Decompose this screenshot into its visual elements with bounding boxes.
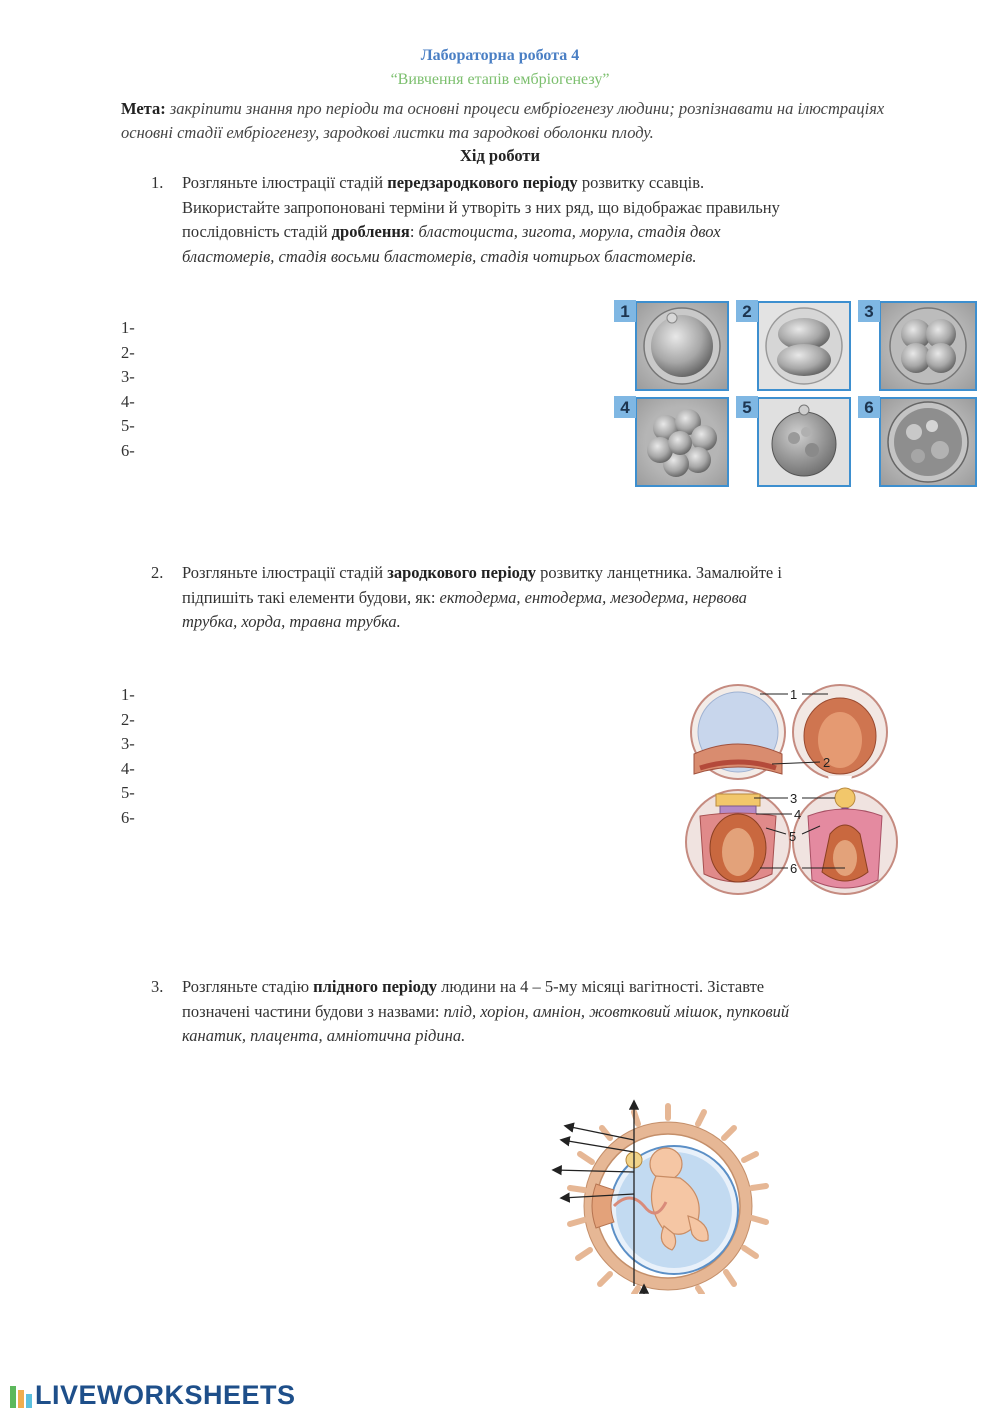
four-cell-panel	[858, 300, 976, 390]
task-3-period: плідного періоду	[313, 977, 438, 996]
lancelet-label-1: 1	[790, 687, 798, 702]
task-3-number: 3.	[151, 977, 164, 996]
task-1-answer-6[interactable]: 6-	[121, 440, 135, 460]
task-2-terms-b: трубка, хорда, травна трубка.	[182, 612, 401, 631]
task-3-terms-a: плід, хоріон, амніон, жовтковий мішок, пупковий	[443, 1001, 790, 1021]
eight-cell-panel	[614, 396, 728, 486]
task-1-answer-3[interactable]: 3-	[121, 367, 135, 387]
task-1-answer-4[interactable]: 4-	[121, 391, 135, 411]
task-2-answer-list	[121, 683, 135, 831]
task-1-number: 1.	[151, 173, 164, 192]
task-2-line1a: Розгляньте ілюстрації стадій	[182, 563, 388, 582]
logo-text: LIVEWORKSHEETS	[35, 1380, 296, 1410]
fetus-membranes-image	[548, 1094, 778, 1294]
image-label-2: 2	[742, 302, 752, 321]
task-2-answer-5[interactable]: 5-	[121, 783, 135, 803]
task-3	[151, 975, 891, 1051]
task-1-terms-b: бластомерів, стадія восьми бластомерів, стадія чотирьох бластомерів.	[182, 246, 697, 266]
task-1-line3a: послідовність стадій	[182, 222, 332, 241]
task-1-line1c: розвитку ссавців.	[577, 173, 705, 192]
task-3-terms-b: канатик, плацента, амніотична рідина.	[182, 1026, 466, 1045]
lancelet-label-2: 2	[823, 755, 831, 770]
neurula-late	[793, 788, 897, 894]
task-1-line1a: Розгляньте ілюстрації стадій	[182, 173, 388, 192]
goal-label: Мета:	[121, 99, 166, 118]
task-2-text	[182, 561, 782, 635]
task-1-terms-a: бластоциста, зигота, морула, стадія двох	[418, 222, 721, 241]
task-2-line2a: підпишіть такі елементи будови, як:	[182, 587, 440, 607]
task-3-text	[182, 975, 789, 1049]
lancelet-label-3: 3	[790, 791, 798, 806]
task-3-line2a: позначені частини будови з назвами:	[182, 1001, 444, 1021]
task-2-answer-6[interactable]: 6-	[121, 807, 135, 827]
task-2-answer-2[interactable]: 2-	[121, 709, 135, 729]
goal-text: закріпити знання про періоди та основні процеси ембріогенезу людини; розпізнавати на ілюстраціях основні стадії ембріогенезу, зародкові листки та зародкові оболонки плоду.	[121, 99, 885, 142]
lancelet-stages-image	[680, 684, 904, 906]
image-label-6: 6	[864, 398, 874, 417]
progress-heading: Хід роботи	[459, 146, 541, 165]
image-label-1: 1	[620, 302, 630, 321]
image-label-4: 4	[620, 398, 630, 417]
lancelet-label-5: 5	[789, 829, 797, 844]
task-3-line1c: людини на 4 – 5-му місяці вагітності. Зіставте	[437, 977, 765, 996]
lancelet-label-6: 6	[790, 861, 798, 876]
cleavage-stages-image	[614, 300, 978, 490]
task-2-terms-a: ектодерма, ентодерма, мезодерма, нервова	[439, 587, 747, 607]
zygote-panel	[614, 300, 728, 390]
task-3-line1a: Розгляньте стадію	[182, 977, 314, 996]
task-1-answer-list	[121, 316, 135, 464]
task-1-answer-5[interactable]: 5-	[121, 416, 135, 436]
two-cell-panel	[736, 300, 850, 390]
logo-icon	[10, 1386, 32, 1408]
task-1-line2: Використайте запропоновані терміни й утворіть з них ряд, що відображає правильну	[182, 197, 780, 217]
image-label-3: 3	[864, 302, 874, 321]
goal-paragraph	[121, 97, 891, 145]
task-2-period: зародкового періоду	[387, 563, 537, 582]
task-1-text	[182, 171, 780, 269]
gastrula-early	[691, 685, 785, 779]
blastocyst-panel	[858, 396, 976, 486]
image-label-5: 5	[742, 398, 752, 417]
lancelet-label-4: 4	[794, 807, 802, 822]
task-1	[151, 171, 891, 271]
worksheet-title: Лабораторна робота 4	[420, 47, 580, 64]
task-1-cleavage: дроблення	[331, 222, 410, 241]
task-1-colon: :	[409, 222, 419, 241]
task-1-period: передзародкового періоду	[387, 173, 578, 192]
worksheet-subtitle: “Вивчення етапів ембріогенезу”	[390, 71, 610, 88]
neurula-early	[686, 790, 790, 894]
task-2	[151, 561, 891, 637]
task-2-answer-4[interactable]: 4-	[121, 758, 135, 778]
liveworksheets-logo	[10, 1380, 296, 1411]
gastrula-late	[793, 685, 887, 784]
placenta	[592, 1184, 614, 1228]
task-1-answer-1[interactable]: 1-	[121, 318, 135, 337]
task-2-line1c: розвитку ланцетника. Замалюйте і	[536, 563, 782, 582]
task-2-answer-1[interactable]: 1-	[121, 685, 135, 704]
morula-panel	[736, 396, 850, 486]
task-2-answer-3[interactable]: 3-	[121, 734, 135, 754]
task-2-number: 2.	[151, 563, 164, 582]
task-1-answer-2[interactable]: 2-	[121, 342, 135, 362]
